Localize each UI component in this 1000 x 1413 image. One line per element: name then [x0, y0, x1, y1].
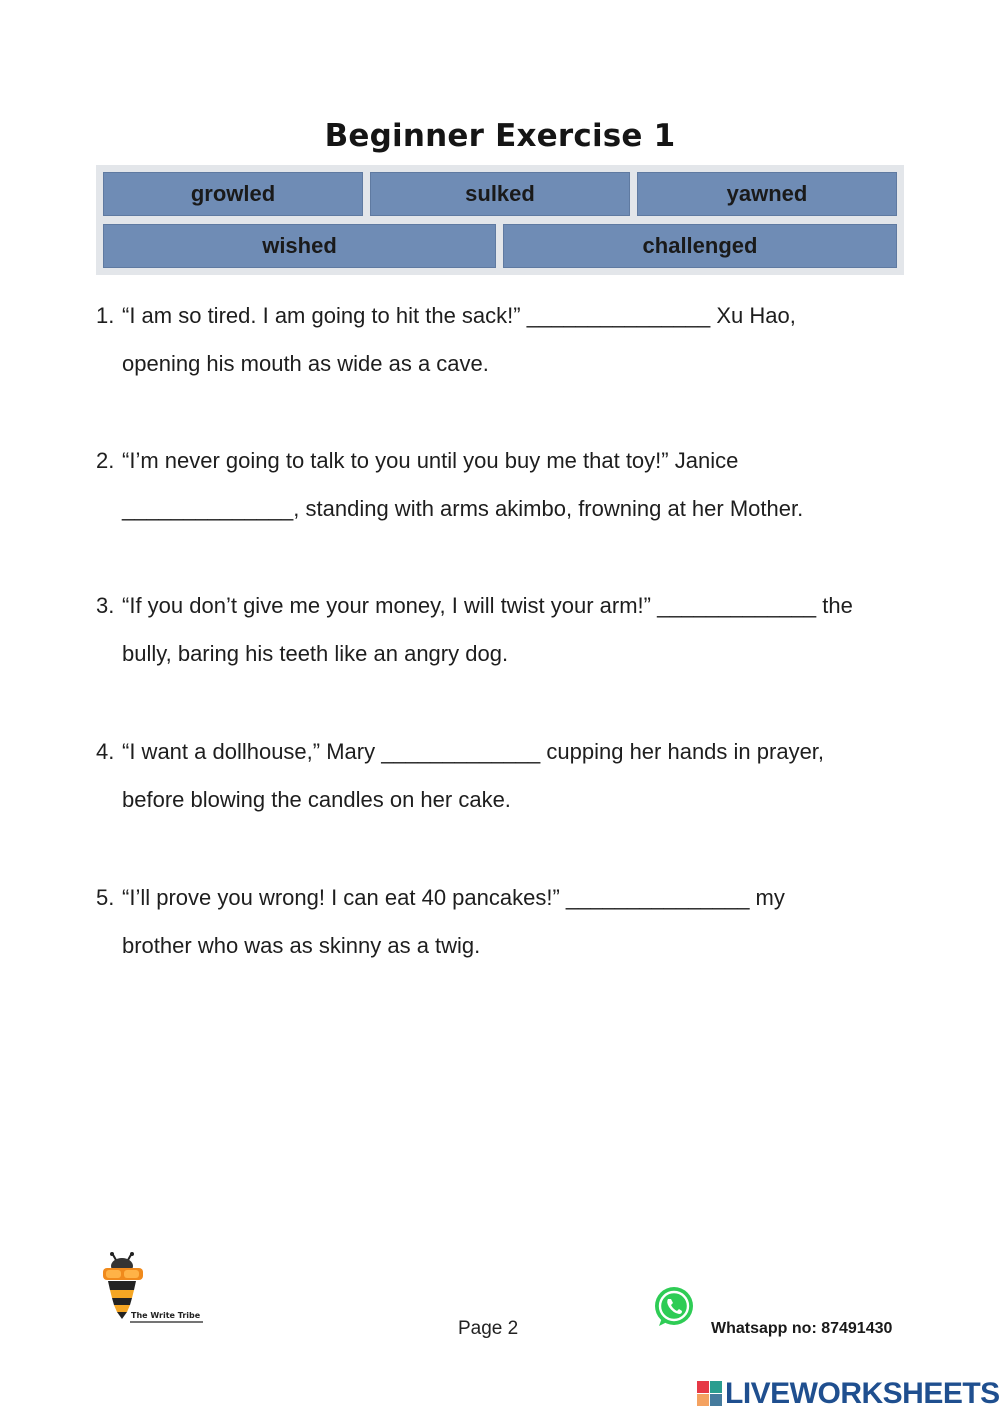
- whatsapp-icon: [651, 1284, 697, 1330]
- question-2: [96, 445, 916, 541]
- question-line: before blowing the candles on her cake.: [122, 787, 511, 812]
- question-number: 2.: [96, 448, 115, 473]
- question-line: ______________, standing with arms akimbo, frowning at her Mother.: [122, 496, 804, 521]
- question-5: [96, 882, 916, 978]
- question-number: 4.: [96, 739, 115, 764]
- word-bank-cell: sulked: [370, 172, 630, 216]
- word-bank: [96, 165, 904, 275]
- word-bank-cell: wished: [103, 224, 496, 268]
- page-number: Page 2: [458, 1318, 519, 1339]
- watermark-text: LIVEWORKSHEETS: [725, 1377, 1000, 1410]
- question-number: 5.: [96, 885, 115, 910]
- question-line: brother who was as skinny as a twig.: [122, 933, 481, 958]
- whatsapp-number: Whatsapp no: 87491430: [711, 1320, 893, 1337]
- word-bank-cell: challenged: [503, 224, 897, 268]
- question-line: “I’m never going to talk to you until you buy me that toy!” Janice: [122, 448, 739, 473]
- question-line: “If you don’t give me your money, I will twist your arm!” _____________ the: [122, 593, 853, 618]
- question-line: bully, baring his teeth like an angry dog.: [122, 641, 509, 666]
- liveworksheets-logo-icon: [697, 1381, 723, 1407]
- bee-icon: [100, 1252, 210, 1326]
- question-line: “I want a dollhouse,” Mary _____________ cupping her hands in prayer,: [122, 739, 825, 764]
- question-line: “I’ll prove you wrong! I can eat 40 pancakes!” _______________ my: [122, 885, 785, 910]
- question-1: [96, 300, 916, 396]
- question-line: opening his mouth as wide as a cave.: [122, 351, 489, 376]
- question-number: 1.: [96, 303, 115, 328]
- question-line: “I am so tired. I am going to hit the sack!” _______________ Xu Hao,: [122, 303, 796, 328]
- word-bank-cell: yawned: [637, 172, 897, 216]
- write-tribe-logo: [100, 1252, 210, 1326]
- logo-caption: The Write Tribe: [131, 1311, 201, 1320]
- question-3: [96, 590, 916, 686]
- worksheet-title: Beginner Exercise 1: [324, 118, 676, 154]
- question-4: [96, 736, 916, 832]
- question-number: 3.: [96, 593, 115, 618]
- liveworksheets-watermark: [697, 1377, 1000, 1411]
- word-bank-cell: growled: [103, 172, 363, 216]
